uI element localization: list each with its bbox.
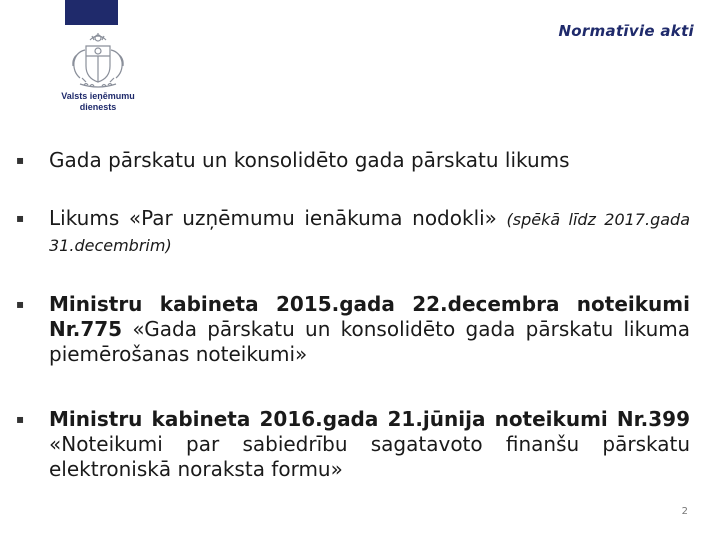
logo-line-2: dienests bbox=[79, 102, 117, 112]
page-number: 2 bbox=[681, 506, 688, 517]
list-item bbox=[16, 407, 690, 482]
top-accent-bar bbox=[65, 0, 118, 25]
square-bullet-icon: ▪ bbox=[16, 412, 25, 426]
list-item bbox=[16, 292, 690, 367]
item-note: (spēkā līdz 2017.gada 31.decembrim) bbox=[49, 210, 690, 255]
square-bullet-icon: ▪ bbox=[16, 297, 25, 311]
list-item bbox=[16, 206, 690, 258]
list-item bbox=[16, 148, 690, 173]
item-text: Likums «Par uzņēmumu ienākuma nodokli» bbox=[49, 206, 497, 230]
logo-caption bbox=[48, 91, 148, 113]
logo-line-1: Valsts ieņēmumu bbox=[61, 91, 135, 101]
vid-logo bbox=[48, 32, 148, 118]
item-text: Gada pārskatu un konsolidēto gada pārskatu likums bbox=[49, 148, 570, 172]
square-bullet-icon: ▪ bbox=[16, 211, 25, 225]
item-bold-text: Ministru kabineta 2015.gada 22.decembra noteikumi Nr.775 bbox=[49, 292, 690, 341]
square-bullet-icon: ▪ bbox=[16, 153, 25, 167]
coat-of-arms-icon bbox=[68, 32, 128, 90]
bullet-list bbox=[16, 148, 690, 482]
page-title: Normatīvie akti bbox=[558, 22, 694, 40]
item-text: «Gada pārskatu un konsolidēto gada pārskatu likuma piemērošanas noteikumi» bbox=[49, 317, 690, 366]
item-text: «Noteikumi par sabiedrību sagatavoto finanšu pārskatu elektroniskā noraksta formu» bbox=[49, 432, 690, 481]
item-bold-text: Ministru kabineta 2016.gada 21.jūnija noteikumi Nr.399 bbox=[49, 407, 690, 431]
